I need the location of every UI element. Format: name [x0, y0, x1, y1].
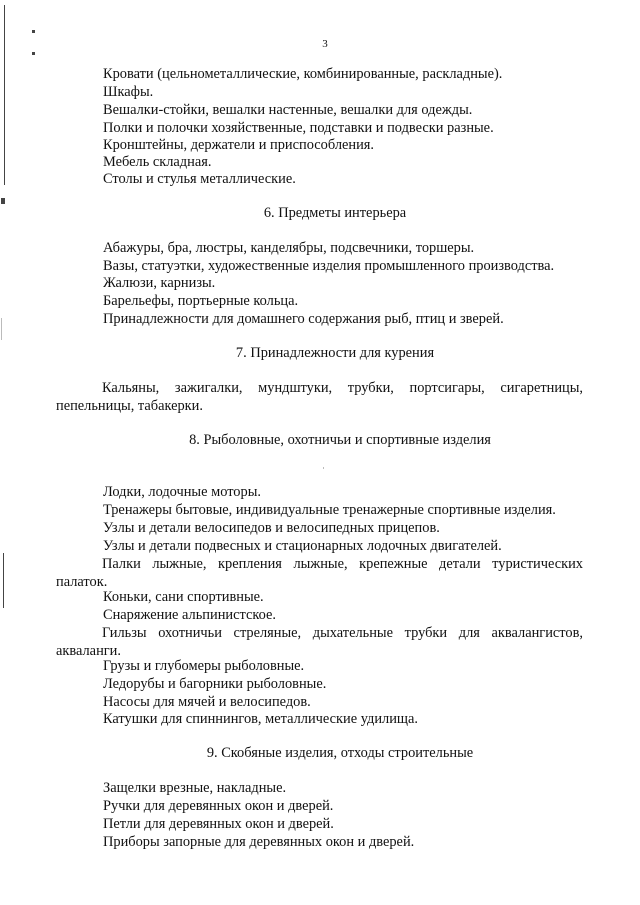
- scan-dot-top: [32, 30, 35, 33]
- section-heading: 7. Принадлежности для курения: [235, 345, 435, 361]
- list-item: Мебель складная.: [103, 154, 212, 170]
- paragraph: [56, 556, 583, 591]
- section-heading: 9. Скобяные изделия, отходы строительные: [206, 745, 474, 761]
- page-number: 3: [322, 38, 328, 50]
- list-item: Кронштейны, держатели и приспособления.: [103, 137, 375, 153]
- paragraph-line: Палки лыжные, крепления лыжные, крепежные детали туристических: [102, 556, 583, 572]
- section-heading: 8. Рыболовные, охотничьи и спортивные изделия: [189, 432, 491, 448]
- scan-edge-tick: [1, 198, 5, 204]
- list-item: Снаряжение альпинистское.: [103, 607, 276, 623]
- list-item: Вешалки-стойки, вешалки настенные, вешалки для одежды.: [103, 102, 473, 118]
- scan-edge-faint: [1, 318, 2, 340]
- list-item: Ледорубы и багорники рыболовные.: [103, 676, 327, 692]
- list-item: Ручки для деревянных окон и дверей.: [103, 798, 334, 814]
- list-item: Кровати (цельнометаллические, комбинированные, раскладные).: [103, 66, 503, 82]
- paragraph-line: Кальяны, зажигалки, мундштуки, трубки, портсигары, сигаретницы,: [102, 380, 583, 396]
- list-item: Катушки для спиннингов, металлические удилища.: [103, 711, 418, 727]
- paragraph: [56, 380, 583, 415]
- list-item: Принадлежности для домашнего содержания рыб, птиц и зверей.: [103, 311, 504, 327]
- section-heading: 6. Предметы интерьера: [263, 205, 407, 221]
- list-item: Коньки, сани спортивные.: [103, 589, 264, 605]
- list-item: Шкафы.: [103, 84, 154, 100]
- list-item: Приборы запорные для деревянных окон и дверей.: [103, 834, 415, 850]
- paragraph: [56, 625, 583, 660]
- list-item: Узлы и детали подвесных и стационарных лодочных двигателей.: [103, 538, 502, 554]
- scan-edge-line-1: [4, 5, 5, 185]
- paragraph-line: Гильзы охотничьи стреляные, дыхательные трубки для аквалангистов,: [102, 625, 583, 641]
- scan-edge-line-2: [3, 553, 4, 608]
- list-item: Абажуры, бра, люстры, канделябры, подсвечники, торшеры.: [103, 240, 475, 256]
- list-item: Полки и полочки хозяйственные, подставки и подвески разные.: [103, 120, 494, 136]
- paragraph-line: палаток.: [56, 573, 108, 590]
- list-item: Лодки, лодочные моторы.: [103, 484, 261, 500]
- list-item: Вазы, статуэтки, художественные изделия промышленного производства.: [103, 258, 555, 274]
- list-item: Жалюзи, карнизы.: [103, 275, 216, 291]
- scan-dot-second: [32, 52, 35, 55]
- list-item: Защелки врезные, накладные.: [103, 780, 287, 796]
- list-item: Тренажеры бытовые, индивидуальные тренажерные спортивные изделия.: [103, 502, 556, 518]
- list-item: Грузы и глубомеры рыболовные.: [103, 658, 305, 674]
- list-item: Узлы и детали велосипедов и велосипедных прицепов.: [103, 520, 440, 536]
- list-item: Насосы для мячей и велосипедов.: [103, 694, 311, 710]
- list-item: Петли для деревянных окон и дверей.: [103, 816, 334, 832]
- paragraph-line: акваланги.: [56, 642, 121, 659]
- scan-speck: [323, 467, 324, 469]
- list-item: Столы и стулья металлические.: [103, 171, 296, 187]
- paragraph-line: пепельницы, табакерки.: [56, 397, 203, 414]
- list-item: Барельефы, портьерные кольца.: [103, 293, 299, 309]
